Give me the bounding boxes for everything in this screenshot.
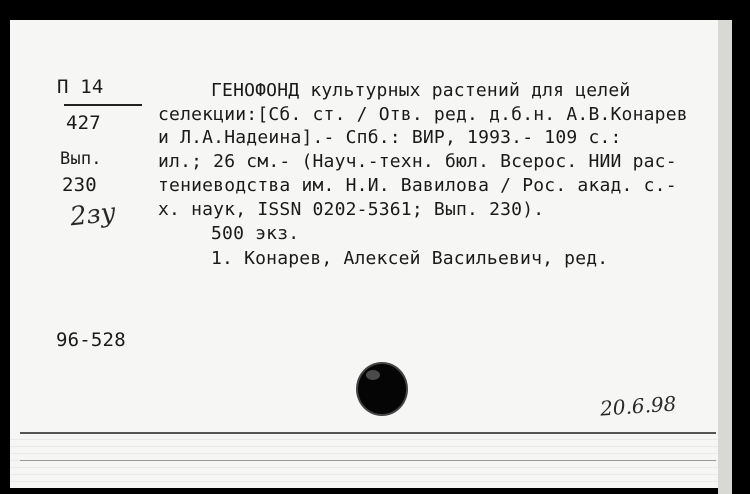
catalog-card	[10, 20, 718, 488]
entry-line-6: х. наук, ISSN 0202-5361; Вып. 230).	[158, 199, 545, 220]
shelfmark-line-2: 427	[66, 112, 101, 134]
handwritten-shelf-note: 2зу	[68, 197, 118, 233]
copies-count: 500 экз.	[211, 223, 300, 244]
bottom-rule-faint	[20, 460, 716, 461]
added-entry: 1. Конарев, Алексей Васильевич, ред.	[211, 248, 609, 269]
handwritten-date: 20.6.98	[599, 391, 678, 421]
entry-line-3: и Л.А.Надеина].- Спб.: ВИР, 1993.- 109 с.:	[158, 127, 622, 148]
punch-hole	[358, 364, 406, 414]
shelfmark-divider	[64, 104, 142, 106]
shelfmark-line-1: П 14	[57, 76, 104, 98]
bottom-rule	[20, 432, 716, 434]
scan-edge	[718, 20, 750, 494]
entry-line-2: селекции:[Сб. ст. / Отв. ред. д.б.н. А.В.Конарев	[158, 104, 688, 125]
entry-line-4: ил.; 26 см.- (Науч.-техн. бюл. Всерос. НИИ рас-	[158, 151, 677, 172]
shelfmark-line-4: 230	[62, 174, 97, 196]
inventory-number: 96-528	[56, 329, 126, 351]
entry-line-1: ГЕНОФОНД культурных растений для целей	[211, 80, 631, 101]
shelfmark-line-3: Вып.	[60, 149, 102, 169]
entry-line-5: тениеводства им. Н.И. Вавилова / Рос. акад. с.-	[158, 175, 677, 196]
